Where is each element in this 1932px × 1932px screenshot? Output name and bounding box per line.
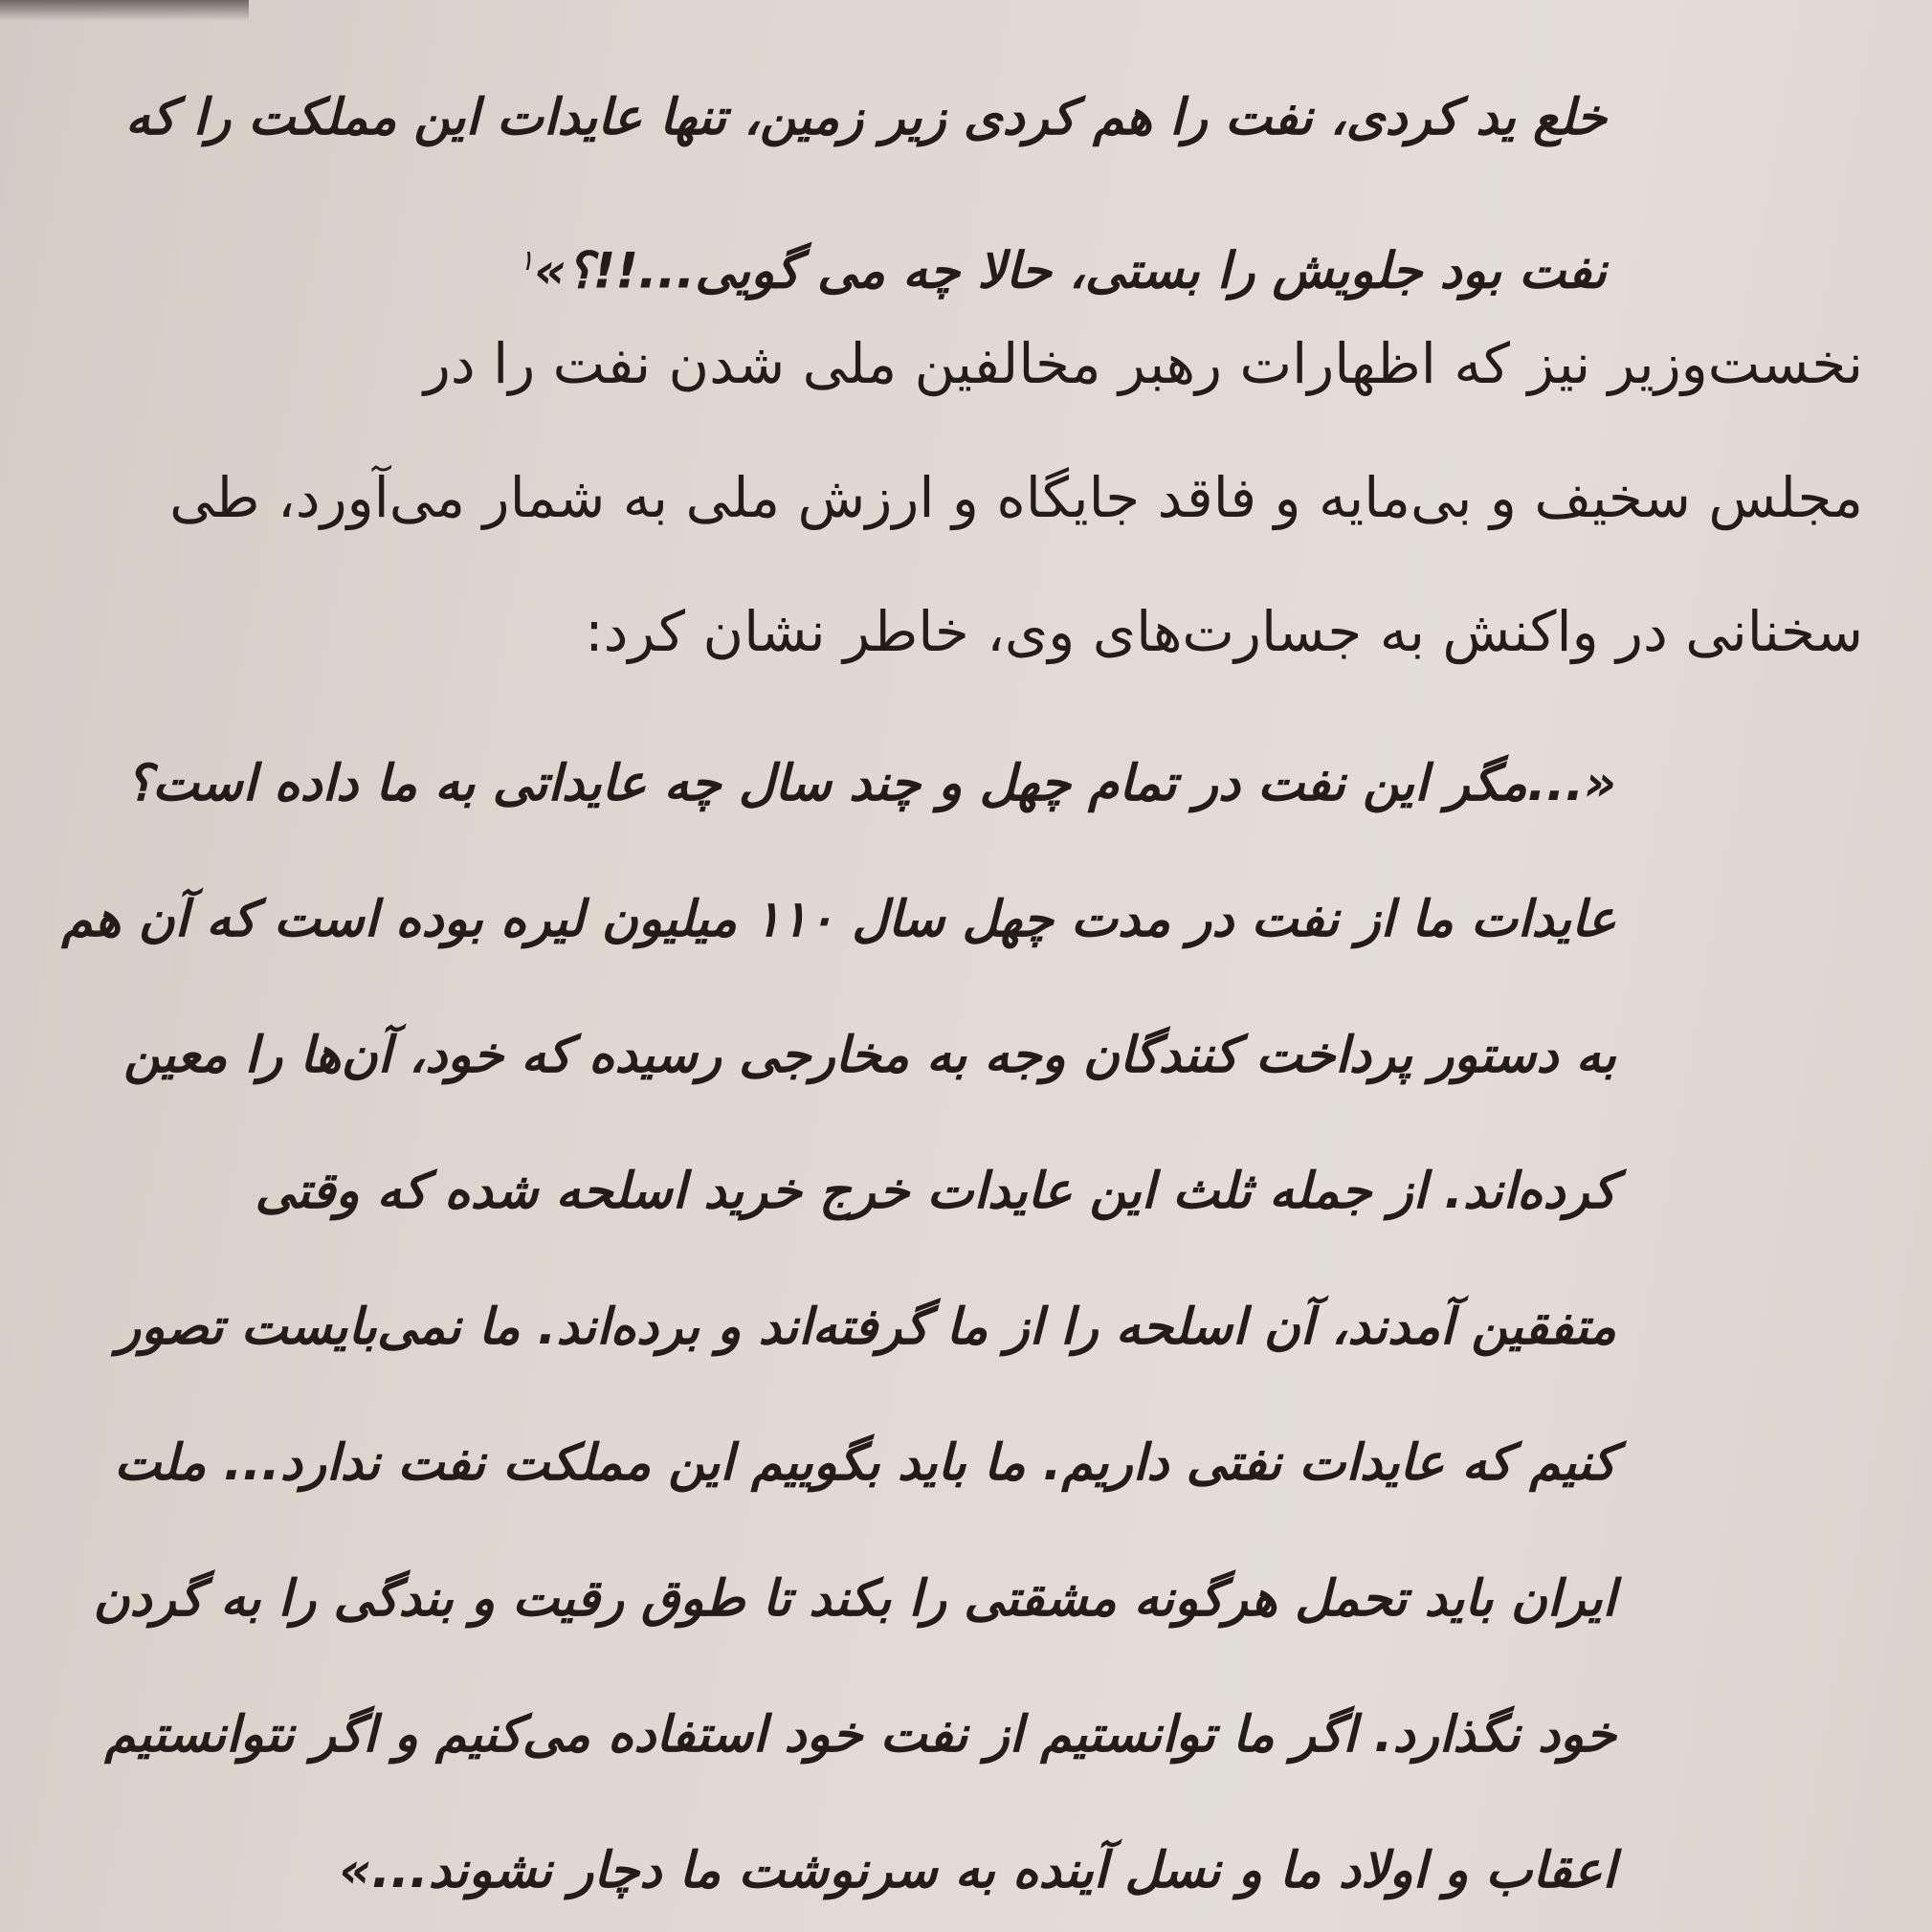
quote-top-line-text: نفت بود جلویش را بستی، حالا چه می گویی...!!؟» bbox=[534, 242, 1607, 300]
quote-line: عایدات ما از نفت در مدت چهل سال ١١٠ میلیون لیره بوده است که آن هم bbox=[61, 891, 1616, 948]
quote-line: اعقاب و اولاد ما و نسل آینده به سرنوشت ما دچار نشوند...» bbox=[339, 1842, 1616, 1899]
footnote-marker: ١ bbox=[519, 244, 535, 278]
quote-line: خود نگذارد. اگر ما توانستیم از نفت خود استفاده می‌کنیم و اگر نتوانستیم bbox=[104, 1706, 1616, 1764]
quote-line: به دستور پرداخت کنندگان وجه به مخارجی رسیده که خود، آن‌ها را معین bbox=[123, 1027, 1616, 1084]
quote-main bbox=[61, 716, 1616, 1932]
page-edge-shadow bbox=[0, 0, 249, 21]
body-paragraph bbox=[107, 297, 1863, 699]
quote-line: متفقین آمدند، آن اسلحه را از ما گرفته‌اند و برده‌اند. ما نمی‌بایست تصور bbox=[116, 1299, 1616, 1356]
quote-top-line: خلع ید کردی، نفت را هم کردی زیر زمین، تنها عایدات این مملکت را که bbox=[125, 89, 1607, 146]
paragraph-line: نخست‌وزیر نیز که اظهارات رهبر مخالفین ملی شدن نفت را در bbox=[423, 331, 1863, 396]
quote-line: کنیم که عایدات نفتی داریم. ما باید بگوییم این مملکت نفت ندارد... ملت bbox=[114, 1434, 1616, 1492]
quote-line: «...مگر این نفت در تمام چهل و چند سال چه عایداتی به ما داده است؟ bbox=[125, 755, 1616, 812]
quote-line: کرده‌اند. از جمله ثلث این عایدات خرج خرید اسلحه شده که وقتی bbox=[255, 1163, 1616, 1220]
paragraph-line: مجلس سخیف و بی‌مایه و فاقد جایگاه و ارزش ملی به شمار می‌آورد، طی bbox=[169, 465, 1863, 530]
paragraph-line: سخنانی در واکنش به جسارت‌های وی، خاطر نشان کرد: bbox=[585, 599, 1863, 664]
quote-line: ایران باید تحمل هرگونه مشقتی را بکند تا طوق رقیت و بندگی را به گردن bbox=[93, 1570, 1616, 1628]
